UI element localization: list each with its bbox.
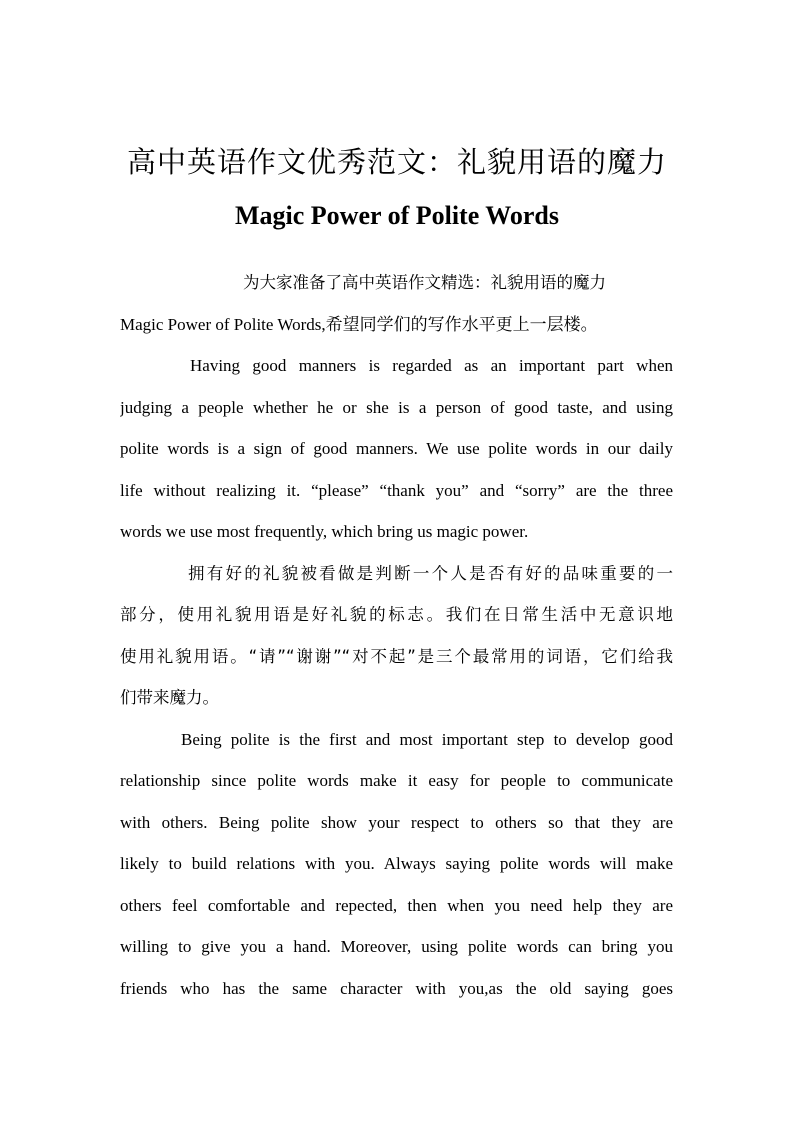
paragraph-chinese-1 [120, 553, 673, 719]
text-line: Being polite is the first and most important step to develop good [181, 729, 673, 749]
text-line: 部分，使用礼貌用语是好礼貌的标志。我们在日常生活中无意识地 [120, 605, 673, 624]
text-line: polite words is a sign of good manners. We use polite words in our daily [120, 439, 673, 458]
paragraph-english-2 [120, 719, 673, 1010]
text-line: 为大家准备了高中英语作文精选：礼貌用语的魔力 [243, 273, 606, 292]
document-title-english: Magic Power of Polite Words [235, 201, 559, 230]
text-line: willing to give you a hand. Moreover, using polite words can bring you [120, 937, 673, 956]
text-line: 们带来魔力。 [120, 688, 219, 707]
text-line: Magic Power of Polite Words,希望同学们的写作水平更上一层楼。 [120, 314, 598, 334]
text-line: 使用礼貌用语。“请”“谢谢”“对不起”是三个最常用的词语，它们给我 [120, 646, 673, 666]
text-line: Having good manners is regarded as an important part when [190, 356, 673, 375]
document-title-chinese: 高中英语作文优秀范文：礼貌用语的魔力 [126, 145, 667, 179]
text-line: 拥有好的礼貌被看做是判断一个人是否有好的品味重要的一 [188, 563, 673, 583]
text-line: judging a people whether he or she is a person of good taste, and using [120, 397, 673, 417]
paragraph-english-1 [120, 345, 673, 553]
text-line: others feel comfortable and repected, then when you need help they are [120, 895, 673, 915]
text-line: relationship since polite words make it easy for people to communicate [120, 771, 673, 790]
text-line: life without realizing it. “please” “thank you” and “sorry” are the three [120, 480, 673, 500]
text-line: words we use most frequently, which bring us magic power. [120, 522, 529, 541]
text-line: with others. Being polite show your respect to others so that they are [120, 812, 673, 832]
intro-paragraph [120, 262, 673, 345]
text-line: friends who has the same character with you,as the old saying goes [120, 978, 673, 998]
document-body [120, 262, 673, 1009]
text-line: likely to build relations with you. Always saying polite words will make [120, 854, 673, 873]
